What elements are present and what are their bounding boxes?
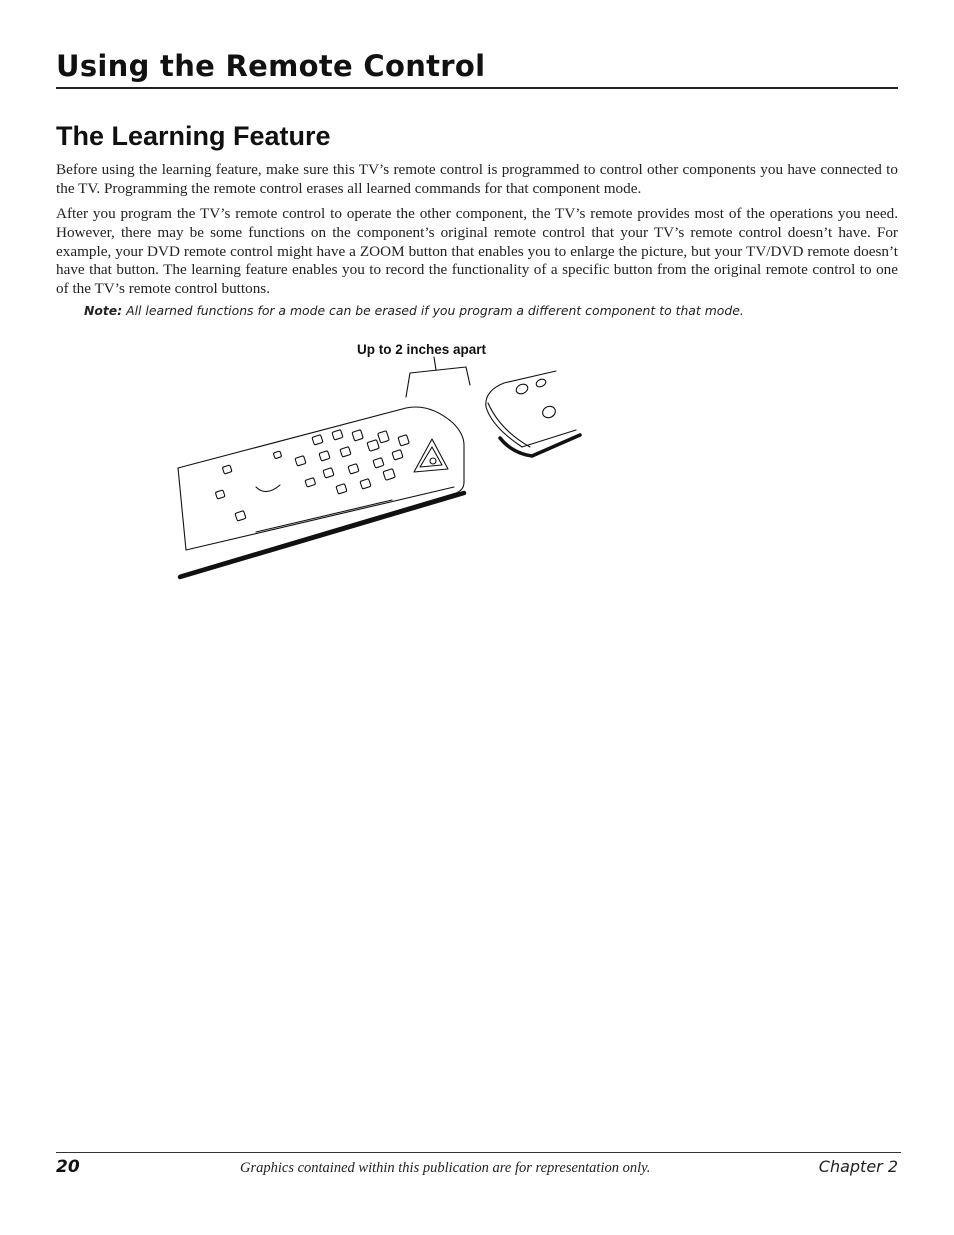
chapter-title: Using the Remote Control — [56, 49, 486, 83]
distance-bracket — [406, 367, 470, 397]
footer-disclaimer: Graphics contained within this publication are for representation only. — [240, 1160, 651, 1176]
tv-remote-icon — [178, 407, 464, 577]
body-paragraph-1: Before using the learning feature, make sure this TV’s remote control is programmed to control other components you have connected to the TV. Programming the remote control erases all learned commands for that component mode. — [56, 161, 898, 197]
section-title: The Learning Feature — [56, 121, 331, 151]
title-divider — [56, 87, 898, 89]
original-remote-icon — [486, 371, 580, 456]
page-number: 20 — [56, 1157, 80, 1177]
bracket-leader — [434, 357, 436, 370]
note-label: Note: — [84, 303, 123, 318]
chapter-label: Chapter 2 — [818, 1157, 898, 1176]
footer-divider — [56, 1152, 901, 1153]
distance-label: Up to 2 inches apart — [357, 342, 487, 357]
remote-drawing — [170, 335, 600, 590]
remote-learning-illustration — [170, 335, 600, 590]
body-paragraph-2: After you program the TV’s remote control to operate the other component, the TV’s remote provides most of the operations you need. However, there may be some functions on the component’s original remote control that your TV’s remote control doesn’t have. For example, your DVD remote control might have a ZOOM button that enables you to enlarge the picture, but your TV/DVD remote doesn’t have that button. The learning feature enables you to record the functionality of a specific button from the original remote control to one of the TV’s remote control buttons. — [56, 205, 898, 298]
note — [84, 302, 898, 320]
note-text: All learned functions for a mode can be erased if you program a different component to that mode. — [122, 303, 744, 318]
